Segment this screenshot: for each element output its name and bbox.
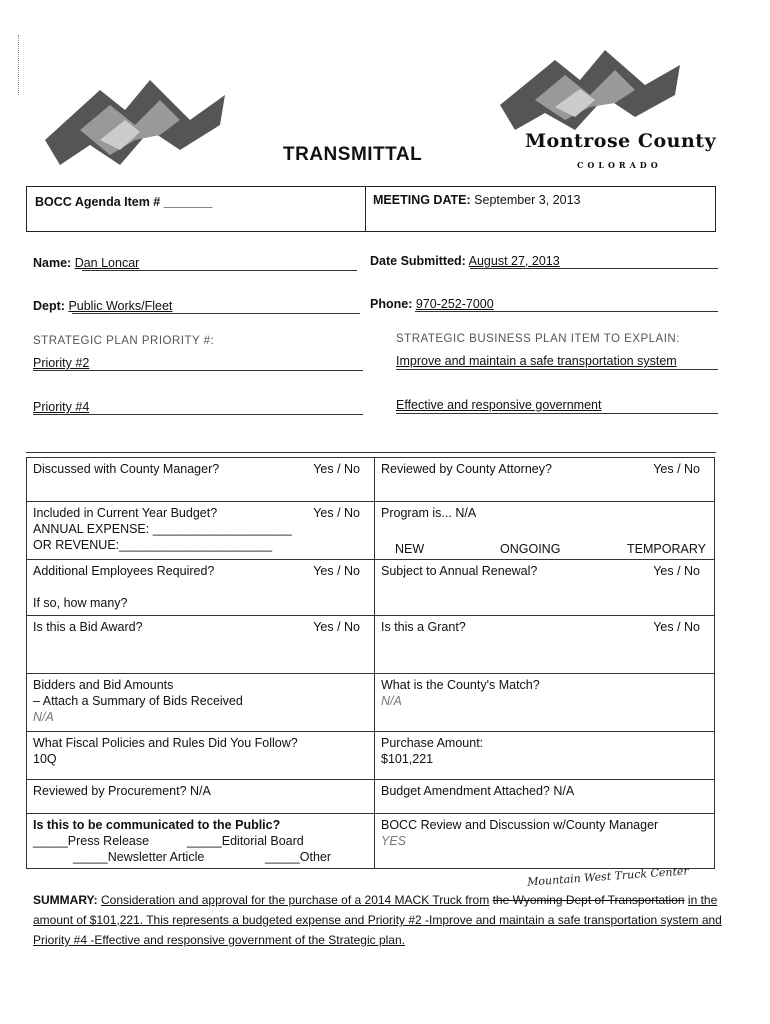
table-cell (27, 502, 375, 560)
purchase-amount-label: Purchase Amount: (381, 736, 484, 750)
meeting-date-value: September 3, 2013 (474, 193, 581, 207)
table-cell (27, 814, 375, 869)
strategic-plan-label: STRATEGIC PLAN PRIORITY #: (33, 335, 215, 347)
table-cell (375, 780, 715, 814)
employees-yes-no: Yes / No (313, 564, 360, 578)
summary-label: SUMMARY: (33, 893, 98, 907)
budget-amendment: Budget Amendment Attached? N/A (381, 784, 575, 798)
plan-item-1: Improve and maintain a safe transportation system (396, 354, 677, 368)
program-type-label: Program is... N/A (381, 506, 477, 520)
bidders-value: N/A (33, 710, 54, 724)
annual-expense-field: ANNUAL EXPENSE: ____________________ (33, 522, 292, 536)
dept-value: Public Works/Fleet (68, 299, 173, 313)
editorial-board-option: _____Editorial Board (187, 834, 304, 848)
table-row (27, 502, 715, 560)
county-subtitle: COLORADO (577, 160, 662, 170)
bids-summary-label: – Attach a Summary of Bids Received (33, 694, 243, 708)
program-ongoing: ONGOING (500, 542, 561, 556)
fiscal-policies-value: 10Q (33, 752, 57, 766)
newsletter-option: _____Newsletter Article (73, 850, 205, 864)
phone-label: Phone: (370, 297, 413, 311)
phone-field (370, 297, 494, 311)
priority-2: Priority #4 (33, 400, 90, 414)
table-row (27, 814, 715, 869)
bid-award-question: Is this a Bid Award? (33, 620, 143, 634)
summary-strikethrough: the Wyoming Dept of Transportation (492, 893, 685, 907)
county-logo-right (495, 45, 685, 135)
table-row (27, 780, 715, 814)
county-manager-question: Discussed with County Manager? (33, 462, 220, 476)
renewal-question: Subject to Annual Renewal? (381, 564, 538, 578)
agenda-item-value: _______ (163, 195, 213, 209)
county-match-label: What is the County's Match? (381, 678, 540, 692)
business-plan-label: STRATEGIC BUSINESS PLAN ITEM TO EXPLAIN: (396, 333, 680, 345)
table-cell (375, 560, 715, 616)
priority-2-line (33, 414, 363, 415)
dept-field (33, 299, 172, 313)
table-row (27, 458, 715, 502)
table-cell (27, 674, 375, 732)
table-row (27, 560, 715, 616)
bocc-review-value: YES (381, 834, 407, 848)
other-option: _____Other (265, 850, 332, 864)
meeting-date-field (373, 193, 581, 207)
summary-text-a: Consideration and approval for the purchase of a 2014 MACK Truck from (101, 893, 490, 907)
county-match-value: N/A (381, 694, 402, 708)
priority-1: Priority #2 (33, 356, 90, 370)
name-label: Name: (33, 256, 72, 270)
table-cell (375, 502, 715, 560)
date-submitted-field (370, 254, 560, 268)
plan-item-2: Effective and responsive government (396, 398, 602, 412)
agenda-item-field (35, 195, 212, 209)
grant-question: Is this a Grant? (381, 620, 466, 634)
phone-value: 970-252-7000 (415, 297, 494, 311)
employees-question: Additional Employees Required? (33, 564, 215, 578)
table-cell (27, 616, 375, 674)
section-divider (26, 452, 716, 453)
dept-line (72, 313, 360, 314)
table-row (27, 732, 715, 780)
name-field (33, 256, 139, 270)
budget-yes-no: Yes / No (313, 506, 360, 520)
county-name: Montrose County (525, 130, 717, 152)
table-cell (375, 674, 715, 732)
date-line (470, 268, 718, 269)
table-cell (27, 732, 375, 780)
renewal-yes-no: Yes / No (653, 564, 700, 578)
table-row (27, 674, 715, 732)
summary-text-b: in the amount of $101,221. This represents a budgeted expense and Priority #2 -Improve and maintain a safe transportation system and Priority #4 -Effective and responsive government of the Strategic plan. (33, 893, 722, 947)
table-cell (375, 616, 715, 674)
summary-section (33, 890, 733, 950)
table-cell (27, 458, 375, 502)
bid-award-yes-no: Yes / No (313, 620, 360, 634)
table-cell (27, 780, 375, 814)
revenue-field: OR REVENUE:______________________ (33, 538, 273, 552)
county-logo-left (40, 70, 230, 170)
table-cell (375, 814, 715, 869)
table-cell (375, 458, 715, 502)
table-cell (27, 560, 375, 616)
name-value: Dan Loncar (74, 256, 140, 270)
agenda-item-label: BOCC Agenda Item # (35, 195, 161, 209)
bocc-review-label: BOCC Review and Discussion w/County Manager (381, 818, 659, 832)
bidders-label: Bidders and Bid Amounts (33, 678, 174, 692)
date-submitted-label: Date Submitted: (370, 254, 466, 268)
page-title: TRANSMITTAL (283, 144, 423, 165)
table-cell (375, 732, 715, 780)
budget-question: Included in Current Year Budget? (33, 506, 218, 520)
date-submitted-value: August 27, 2013 (468, 254, 560, 268)
margin-mark (18, 35, 23, 95)
how-many-label: If so, how many? (33, 596, 128, 610)
procurement-review: Reviewed by Procurement? N/A (33, 784, 211, 798)
box-divider (365, 187, 366, 231)
grant-yes-no: Yes / No (653, 620, 700, 634)
county-manager-yes-no: Yes / No (313, 462, 360, 476)
name-line (82, 270, 357, 271)
phone-line (415, 311, 718, 312)
program-temporary: TEMPORARY (627, 542, 706, 556)
county-attorney-yes-no: Yes / No (653, 462, 700, 476)
priority-1-line (33, 370, 363, 371)
plan-item-1-line (396, 369, 718, 370)
public-communication-question: Is this to be communicated to the Public? (33, 818, 281, 832)
meeting-date-label: MEETING DATE: (373, 193, 471, 207)
agenda-box (26, 186, 716, 232)
dept-label: Dept: (33, 299, 65, 313)
press-release-option: _____Press Release (33, 834, 150, 848)
table-row (27, 616, 715, 674)
county-attorney-question: Reviewed by County Attorney? (381, 462, 552, 476)
review-table (26, 457, 715, 869)
purchase-amount-value: $101,221 (381, 752, 434, 766)
plan-item-2-line (396, 413, 718, 414)
fiscal-policies-label: What Fiscal Policies and Rules Did You Follow? (33, 736, 298, 750)
handwritten-note: Mountain West Truck Center (526, 864, 690, 889)
program-new: NEW (395, 542, 425, 556)
